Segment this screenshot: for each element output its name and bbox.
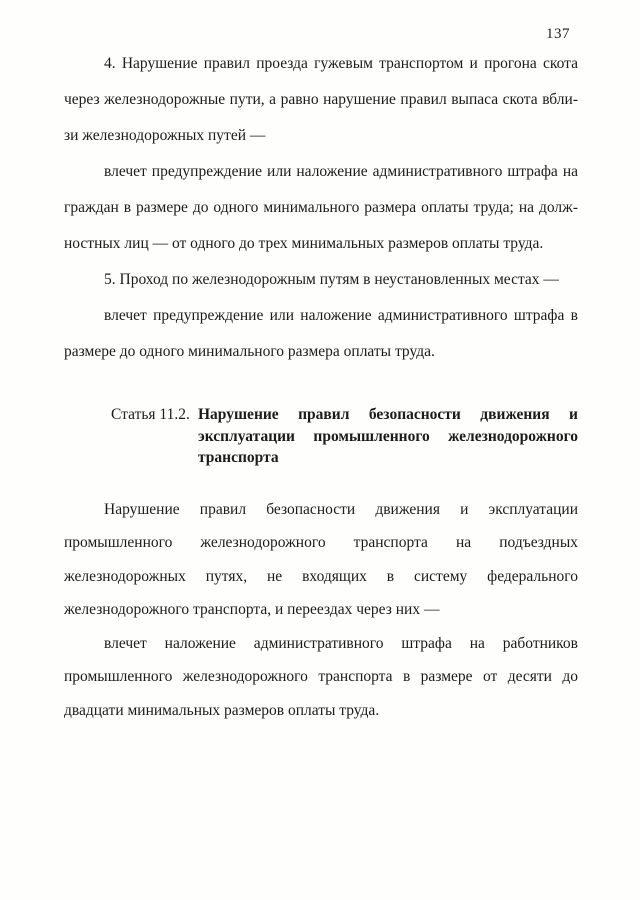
text-line: через железнодорожные пути, а равно нарушение правил выпаса скота вбли- bbox=[64, 91, 578, 108]
paragraph bbox=[64, 493, 578, 627]
paragraph bbox=[64, 46, 578, 154]
article-title bbox=[198, 404, 578, 469]
text-line: влечет наложение административного штрафа на работников bbox=[104, 634, 578, 652]
text-line: влечет предупреждение или наложение административного штрафа в bbox=[104, 307, 578, 324]
article-title-line: эксплуатации промышленного железнодорожного bbox=[198, 427, 578, 445]
text-line: граждан в размере до одного минимального размера оплаты труда; на долж- bbox=[64, 199, 578, 216]
article-title-line: Нарушение правил безопасности движения и bbox=[198, 406, 578, 423]
text-line: 4. Нарушение правил проезда гужевым транспортом и прогона скота bbox=[104, 55, 578, 72]
paragraph bbox=[64, 298, 578, 370]
text-line: зи железнодорожных путей — bbox=[64, 127, 266, 144]
text-line: промышленного железнодорожного транспорта в размере от десяти до bbox=[64, 668, 578, 685]
paragraph bbox=[64, 262, 578, 298]
paragraph bbox=[64, 627, 578, 728]
article-title-line: транспорта bbox=[198, 449, 279, 466]
article-number: Статья 11.2. bbox=[111, 406, 190, 423]
text-line: влечет предупреждение или наложение административного штрафа на bbox=[104, 163, 578, 180]
text-line: железнодорожного транспорта, и переездах через них — bbox=[64, 601, 440, 618]
page-number: 137 bbox=[546, 26, 570, 42]
text-line: 5. Проход по железнодорожным путям в неустановленных местах — bbox=[104, 271, 559, 288]
paragraph bbox=[64, 154, 578, 262]
text-line: двадцати минимальных размеров оплаты труда. bbox=[64, 701, 380, 719]
text-line: ностных лиц — от одного до трех минимальных размеров оплаты труда. bbox=[64, 235, 544, 252]
text-line: Нарушение правил безопасности движения и эксплуатации bbox=[104, 500, 578, 518]
text-line: железнодорожных путях, не входящих в систему федерального bbox=[64, 567, 578, 585]
document-body bbox=[64, 46, 578, 727]
article-heading bbox=[111, 404, 578, 469]
text-line: размере до одного минимального размера оплаты труда. bbox=[64, 343, 435, 360]
text-line: промышленного железнодорожного транспорта на подъездных bbox=[64, 534, 578, 551]
